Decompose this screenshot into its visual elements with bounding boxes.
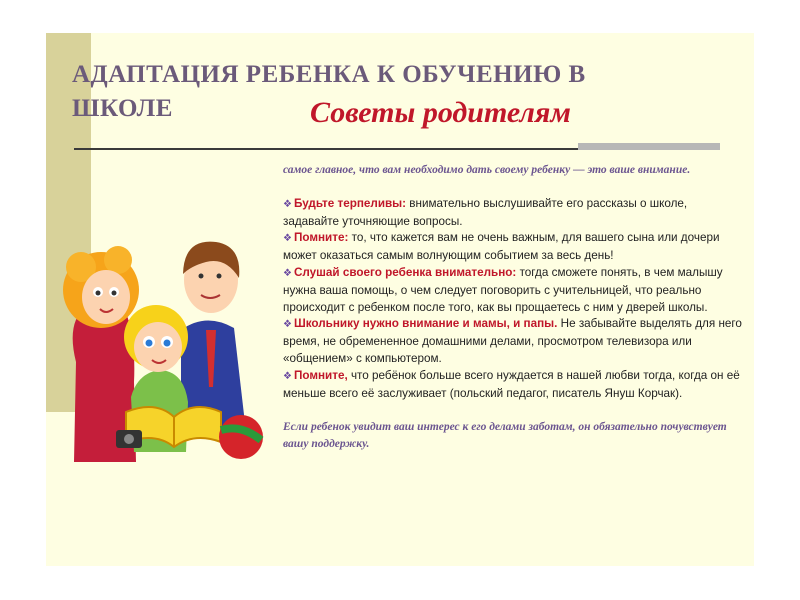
tip-highlight: Помните, — [293, 368, 348, 382]
intro-paragraph: самое главное, что вам необходимо дать своему ребенку — это ваше внимание. — [283, 164, 691, 176]
tip-body: тогда сможете понять, в чем малышу нужна ваша помощь, о чем следует поговорить с учительницей, что реально происходит с ребенком после того, как вы прощаетесь с ним у дверей школы. — [283, 265, 723, 314]
tip-highlight: Помните: — [293, 231, 349, 245]
slide-subtitle: Советы родителям — [310, 96, 571, 129]
tip-highlight: Школьнику нужно внимание и мамы, и папы. — [293, 317, 558, 331]
tip-item — [283, 316, 745, 367]
diamond-bullet-icon: ❖ — [283, 198, 292, 210]
title-divider — [74, 148, 580, 150]
diamond-bullet-icon: ❖ — [283, 267, 292, 279]
tip-body: Не забывайте выделять для него время, не обремененное домашними делами, просмотром телевизора или «общением» с компьютером. — [283, 317, 742, 365]
slide-title: АДАПТАЦИЯ РЕБЕНКА К ОБУЧЕНИЮ В ШКОЛЕ — [72, 61, 586, 122]
diamond-bullet-icon: ❖ — [283, 319, 292, 331]
closing-paragraph: Если ребенок увидит ваш интерес к его делами заботам, он обязательно почувствует вашу поддержку. — [283, 421, 727, 451]
diamond-bullet-icon: ❖ — [283, 233, 292, 245]
tip-body: то, что кажется вам не очень важным, для вашего сына или дочери может оказаться самым волнующим событием за весь день! — [283, 231, 720, 263]
tip-body: что ребёнок больше всего нуждается в нашей любви тогда, когда он её меньше всего её заслуживает (польский педагог, писатель Януш Корчак). — [283, 368, 740, 400]
tip-highlight: Будьте терпеливы: — [293, 196, 407, 210]
tip-highlight: Слушай своего ребенка внимательно: — [293, 265, 517, 279]
accent-divider — [578, 143, 720, 150]
tip-body: внимательно выслушивайте его рассказы о школе, задавайте уточняющие вопросы. — [283, 196, 688, 228]
advice-text — [283, 162, 745, 453]
tip-item — [283, 368, 745, 403]
tip-item — [283, 196, 745, 231]
diamond-bullet-icon: ❖ — [283, 370, 292, 382]
tip-item — [283, 230, 745, 265]
tip-item — [283, 265, 745, 316]
family-reading-illustration — [56, 212, 268, 468]
